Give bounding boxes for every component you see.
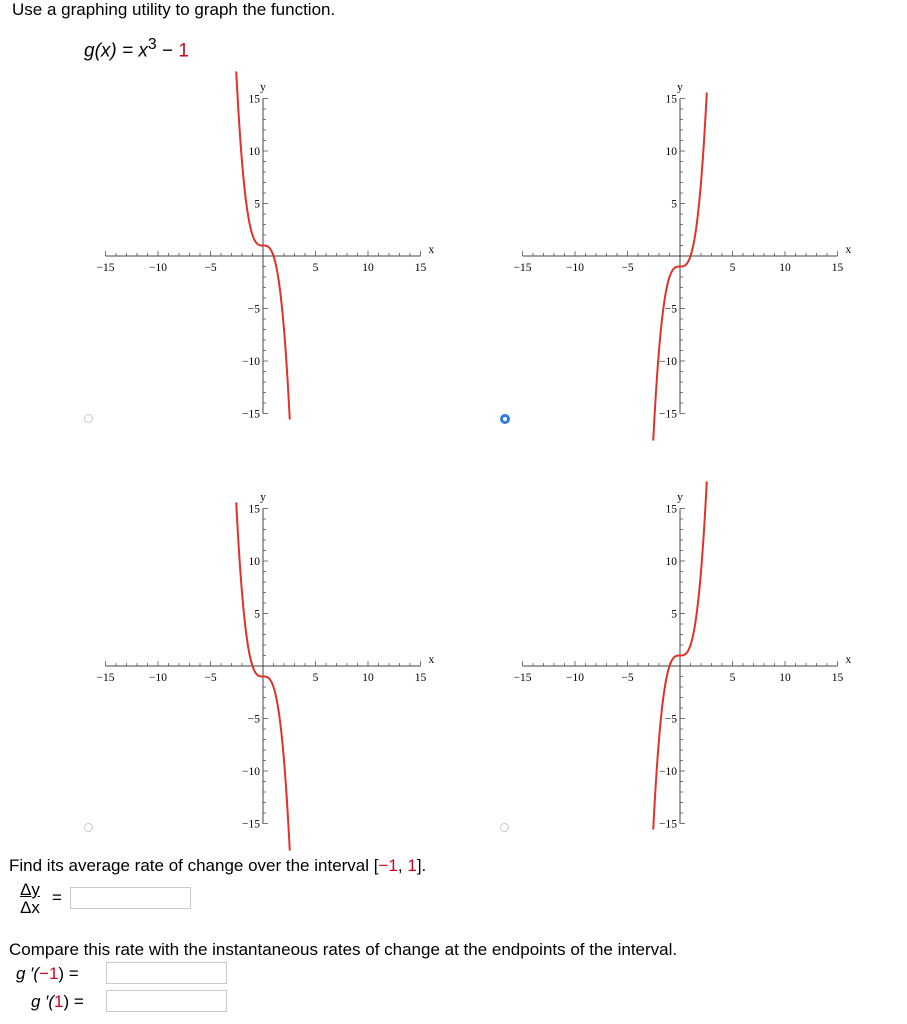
y-tick-label: 5 xyxy=(671,608,677,621)
delta-fraction xyxy=(15,881,45,917)
y-tick-label: 15 xyxy=(665,503,677,516)
y-tick-label: −5 xyxy=(247,303,260,316)
y-tick-label: −5 xyxy=(247,713,260,726)
radio-choice-c[interactable] xyxy=(84,823,93,832)
x-tick-label: 5 xyxy=(312,262,319,274)
radio-choice-d[interactable] xyxy=(500,823,509,832)
question-prompt: Use a graphing utility to graph the function. xyxy=(12,0,336,19)
x-tick-label: −5 xyxy=(621,262,634,274)
g-prime-1-pre: g ′( xyxy=(31,992,55,1011)
g-prime-neg1-post: ) = xyxy=(58,964,79,983)
x-axis-label: x xyxy=(845,654,852,666)
x-tick-label: 10 xyxy=(779,262,791,274)
function-constant: 1 xyxy=(178,40,189,62)
graph-choice-c xyxy=(88,480,448,860)
graph-choice-a xyxy=(88,70,448,450)
x-tick-label: 5 xyxy=(729,262,736,274)
y-tick-label: −15 xyxy=(659,818,677,831)
y-tick-label: −10 xyxy=(659,356,677,368)
y-tick-label: 10 xyxy=(665,146,677,158)
interval-start: −1 xyxy=(378,856,398,875)
y-tick-label: 5 xyxy=(254,198,260,211)
y-tick-label: 15 xyxy=(248,93,260,106)
x-tick-label: −5 xyxy=(204,262,217,274)
y-tick-label: 15 xyxy=(665,93,677,106)
g-prime-1-label xyxy=(31,992,84,1012)
x-axis-label: x xyxy=(845,244,852,256)
x-tick-label: 10 xyxy=(362,672,374,684)
x-tick-label: 5 xyxy=(729,672,736,684)
x-axis-label: x xyxy=(428,654,435,666)
function-exponent: 3 xyxy=(147,36,157,53)
interval-separator: , xyxy=(397,856,408,875)
radio-choice-a[interactable] xyxy=(84,414,93,423)
y-tick-label: −10 xyxy=(659,766,677,778)
y-axis-label: y xyxy=(677,491,683,504)
x-tick-label: 10 xyxy=(362,262,374,274)
interval-open: [ xyxy=(373,856,379,875)
y-axis-label: y xyxy=(260,491,266,504)
x-tick-label: −15 xyxy=(96,262,115,274)
x-axis-label: x xyxy=(428,244,435,256)
x-tick-label: −10 xyxy=(149,672,167,684)
x-tick-label: 15 xyxy=(414,672,427,684)
y-tick-label: −10 xyxy=(242,356,260,368)
y-tick-label: −5 xyxy=(664,303,677,316)
delta-equals: = xyxy=(52,888,62,907)
y-tick-label: −15 xyxy=(242,408,260,421)
y-tick-label: 10 xyxy=(248,146,260,158)
delta-x: Δx xyxy=(20,898,40,917)
y-tick-label: −15 xyxy=(242,818,260,831)
x-tick-label: −15 xyxy=(513,262,532,274)
x-tick-label: −10 xyxy=(566,672,584,684)
x-tick-label: 15 xyxy=(831,672,844,684)
y-axis-label: y xyxy=(677,81,683,94)
plot-svg xyxy=(88,70,438,430)
delta-y: Δy xyxy=(20,880,40,899)
x-tick-label: −10 xyxy=(149,262,167,274)
y-tick-label: 10 xyxy=(248,556,260,568)
graph-choice-d xyxy=(505,480,865,860)
plot-svg xyxy=(505,70,855,430)
x-tick-label: 15 xyxy=(831,262,844,274)
x-tick-label: −10 xyxy=(566,262,584,274)
x-tick-label: 15 xyxy=(414,262,427,274)
x-tick-label: −15 xyxy=(513,672,532,684)
y-tick-label: −5 xyxy=(664,713,677,726)
average-rate-prompt xyxy=(9,856,426,876)
graph-choice-b xyxy=(505,70,865,450)
y-tick-label: 5 xyxy=(254,608,260,621)
x-tick-label: −5 xyxy=(621,672,634,684)
g-prime-neg1-pre: g ′( xyxy=(16,964,40,983)
interval-close: ]. xyxy=(416,856,427,875)
plot-svg xyxy=(88,480,438,840)
function-lhs: g(x) = x xyxy=(84,40,148,62)
g-prime-neg1-answer[interactable] xyxy=(106,962,227,984)
y-axis-label: y xyxy=(260,81,266,94)
y-tick-label: −10 xyxy=(242,766,260,778)
interval-end: 1 xyxy=(407,856,417,875)
average-rate-answer[interactable] xyxy=(70,887,191,909)
g-prime-neg1-label xyxy=(16,964,79,984)
compare-prompt: Compare this rate with the instantaneous rates of change at the endpoints of the interval. xyxy=(9,940,678,959)
g-prime-1-post: ) = xyxy=(63,992,84,1011)
g-prime-neg1-arg: −1 xyxy=(39,964,59,983)
x-tick-label: 10 xyxy=(779,672,791,684)
function-expression xyxy=(84,36,189,62)
g-prime-1-answer[interactable] xyxy=(106,990,227,1012)
function-operator: − xyxy=(156,40,179,62)
x-tick-label: −15 xyxy=(96,672,115,684)
y-tick-label: −15 xyxy=(659,408,677,421)
y-tick-label: 15 xyxy=(248,503,260,516)
plot-svg xyxy=(505,480,855,840)
y-tick-label: 5 xyxy=(671,198,677,211)
y-tick-label: 10 xyxy=(665,556,677,568)
radio-choice-b[interactable] xyxy=(500,414,510,424)
average-rate-text: Find its average rate of change over the interval xyxy=(9,856,374,875)
g-prime-1-arg: 1 xyxy=(54,992,64,1011)
x-tick-label: −5 xyxy=(204,672,217,684)
x-tick-label: 5 xyxy=(312,672,319,684)
